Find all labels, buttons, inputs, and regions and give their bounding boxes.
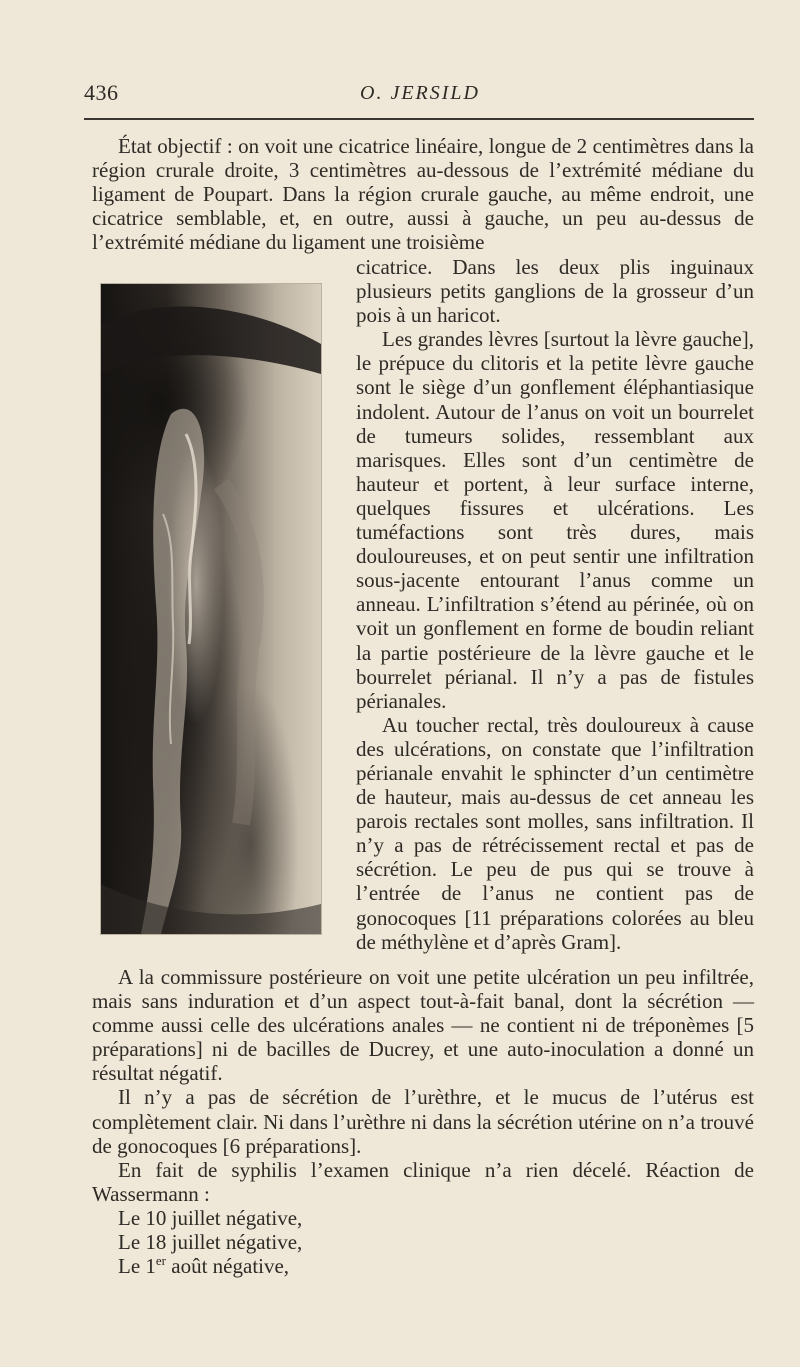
list-item-suffix: août négative,	[166, 1254, 290, 1279]
paragraph-toucher-rectal: Au toucher rectal, très douloureux à cause des ulcérations, on constate que l’infiltration périanale envahit le sphincter d’un centimètre de hauteur, mais au-dessus de cet anneau les parois rectales sont molles, sans infiltration. Il n’y a pas de rétrécissement rectal et pas de sécrétion. Le peu de pus qui se trouve à l’entrée de l’anus ne contient pas de gonocoques [11 préparations colorées au bleu de méthylène et d’après Gram].	[356, 712, 754, 954]
side-column	[356, 255, 754, 954]
paragraph-etat-objectif: État objectif : on voit une cicatrice linéaire, longue de 2 centimètres dans la région crurale droite, 3 centimètres au-dessous de l’extrémité médiane du ligament de Poupart. Dans la région crurale gauche, au même endroit, une cicatrice semblable, et, en outre, aussi à gauche, un peu au-dessus de l’extrémité médiane du ligament une troisième	[92, 134, 754, 255]
paragraph-commissure: A la commissure postérieure on voit une petite ulcération un peu infiltrée, mais sans induration et d’un aspect tout-à-fait banal, dont la sécrétion — comme aussi celle des ulcérations anales — ne contient ni de tréponèmes [5 préparations] ni de bacilles de Ducrey, et une auto-inoculation a donné un résultat négatif.	[92, 965, 754, 1086]
ordinal-superscript: er	[155, 1253, 167, 1269]
clinical-photograph	[100, 283, 322, 935]
photograph-icon	[101, 284, 321, 934]
paragraph-grandes-levres: Les grandes lèvres [surtout la lèvre gauche], le prépuce du clitoris et la petite lèvre gauche sont le siège d’un gonflement éléphantiasique indolent. Autour de l’anus on voit un bourrelet de tumeurs solides, ressemblant aux marisques. Elles sont d’un centimètre de hauteur et portent, à leur surface interne, quelques fissures et ulcérations. Les tuméfactions sont très dures, mais douloureuses, et on peut sentir une infiltration sous-jacente entourant l’anus comme un anneau. L’infiltration s’étend au périnée, où on voit un gonflement en forme de boudin reliant la partie postérieure de la lèvre gauche et le bourrelet périanal. Il n’y a pas de fistules périanales.	[356, 327, 754, 713]
continuation-text: cicatrice. Dans les deux plis inguinaux plusieurs petits ganglions de la grosseur d’un pois à un haricot.	[356, 255, 754, 328]
header-rule	[84, 118, 754, 120]
bottom-column	[92, 965, 754, 1278]
paragraph-syphilis: En fait de syphilis l’examen clinique n’a rien décelé. Réaction de Wassermann :	[92, 1157, 754, 1206]
list-item: Le 10 juillet négative,	[118, 1205, 303, 1230]
running-head: O. JERSILD	[360, 82, 480, 104]
list-item	[92, 1254, 754, 1278]
page-number: 436	[84, 80, 119, 105]
list-item-prefix: Le 1	[118, 1254, 156, 1279]
list-item: Le 18 juillet négative,	[118, 1230, 303, 1255]
paragraph-urethre: Il n’y a pas de sécrétion de l’urèthre, et le mucus de l’utérus est complètement clair. Ni dans l’urèthre ni dans la sécrétion utérine on n’a trouvé de gonocoques [6 préparations].	[92, 1085, 754, 1158]
